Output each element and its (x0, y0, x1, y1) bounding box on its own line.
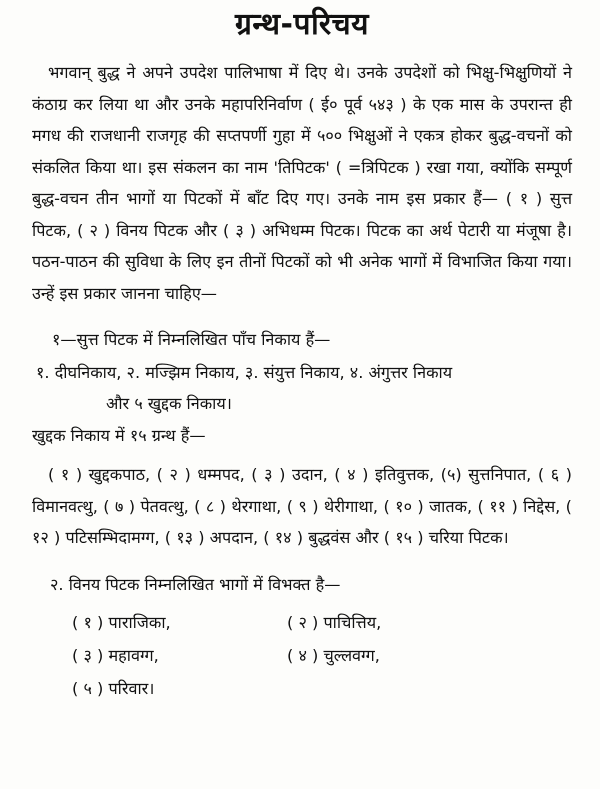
vinaya-parts-row (72, 606, 572, 639)
nikaya-list (36, 357, 572, 419)
sutta-pitaka-heading: १—सुत्त पिटक में निम्नलिखित पाँच निकाय हैं— (52, 330, 331, 349)
nikaya-line-2: और ५ खुद्दक निकाय। (106, 394, 232, 413)
vinaya-part-2: ( २ ) पाचित्तिय, (287, 612, 382, 632)
vinaya-part-5: ( ५ ) परिवार। (72, 678, 155, 698)
document-page (0, 2, 600, 789)
khuddaka-book-list: ( १ ) खुद्दकपाठ, ( २ ) धम्मपद, ( ३ ) उदान, ( ४ ) इतिवुत्तक, (५) सुत्तनिपात, ( ६ ) विमानवत्थु, ( ७ ) पेतवत्थु, ( ८ ) थेरगाथा, ( ९ ) थेरीगाथा, ( १० ) जातक, ( ११ ) निद्देस, ( १२ ) पटिसम्भिदामग्ग, ( १३ ) अपदान, ( १४ ) बुद्धवंस और ( १५ ) चरिया पिटक। (32, 465, 572, 547)
vinaya-parts-row (72, 672, 572, 705)
page-title: ग्रन्थ-परिचय (234, 7, 370, 42)
nikaya-line-1: १. दीघनिकाय, २. मज्झिम निकाय, ३. संयुत्त निकाय, ४. अंगुत्तर निकाय (36, 363, 453, 382)
vinaya-pitaka-heading: २. विनय पिटक निम्नलिखित भागों में विभक्त है— (50, 574, 341, 594)
vinaya-part-4: ( ४ ) चुल्लवग्ग, (287, 645, 380, 665)
vinaya-parts-row (72, 639, 572, 672)
khuddaka-heading: खुद्दक निकाय में १५ ग्रन्थ हैं— (32, 426, 206, 445)
vinaya-parts (72, 606, 572, 705)
intro-paragraph: भगवान् बुद्ध ने अपने उपदेश पालिभाषा में दिए थे। उनके उपदेशों को भिक्षु-भिक्षुणियों ने कंठाग्र कर लिया था और उनके महापरिनिर्वाण ( ई० पूर्व ५४३ ) के एक मास के उपरान्त ही मगध की राजधानी राजगृह की सप्तपर्णी गुहा में ५०० भिक्षुओं ने एकत्र होकर बुद्ध-वचनों को संकलित किया था। इस संकलन का नाम 'तिपिटक' ( =त्रिपिटक ) रखा गया, क्योंकि सम्पूर्ण बुद्ध-वचन तीन भागों या पिटकों में बाँट दिए गए। उनके नाम इस प्रकार हैं— ( १ ) सुत्त पिटक, ( २ ) विनय पिटक और ( ३ ) अभिधम्म पिटक। पिटक का अर्थ पेटारी या मंजूषा है। पठन-पाठन की सुविधा के लिए इन तीनों पिटकों को भी अनेक भागों में विभाजित किया गया। उन्हें इस प्रकार जानना चाहिए— (32, 63, 572, 303)
vinaya-part-1: ( १ ) पाराजिका, (72, 612, 171, 632)
vinaya-part-3: ( ३ ) महावग्ग, (72, 645, 159, 665)
